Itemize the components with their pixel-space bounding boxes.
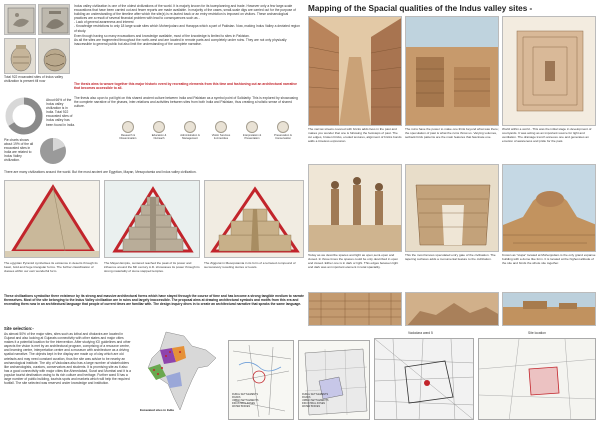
- icon-item: [242, 121, 262, 143]
- legend-item: URBAN SETTLEMENTS: [232, 399, 259, 402]
- caption-gate: This the most famous speculated entry gate of the civilisation. The tapering surfaces adds a monumental feature to the civilization.: [405, 254, 496, 261]
- stat-india-text: About 66% of the Indus valley civilization is in India. Total 922 excavated sites of Indus valley has been found in India.: [46, 98, 75, 127]
- ruins-wall-photo: [308, 292, 402, 326]
- civilizations-strip: There are many civilizations around the world. But the most ancient are Egyptian, Mayan, Mesopotamia and Indus valley civilization.: [4, 170, 197, 174]
- ruins-photo: [405, 16, 499, 126]
- icon-item: [118, 121, 138, 143]
- site-selection-heading: Site selection:-: [4, 326, 34, 331]
- legend-item: INDUSTRIAL ZONES: [302, 402, 326, 405]
- site-overview-photo: [502, 292, 596, 326]
- ward-map: [374, 338, 474, 420]
- icon-label: Interpretation & Presentation: [242, 134, 262, 140]
- mayan-pyramid-image: [104, 180, 200, 258]
- india-map: [136, 328, 224, 418]
- gujarat-map: [228, 340, 294, 420]
- mayan-caption: The Mayan Empire, centered reached the peak of its power and influence around the 6th century A.D. showcases its power through its strong materiality of stone stepped temples.: [104, 262, 200, 273]
- admin-icon: [184, 121, 196, 133]
- excavation-photo: [405, 292, 499, 326]
- legend-item: INDUSTRIAL ZONES: [232, 402, 256, 405]
- figures-sketch: [308, 164, 402, 252]
- ziggurat-image: [204, 180, 304, 258]
- page-title: Mapping of the Spacial qualities of the Indus valley sites -: [308, 4, 533, 13]
- legend-item: ROADS: [232, 396, 241, 399]
- education-icon: [153, 121, 165, 133]
- civilization-paragraph: These civilizations symbolise there existence by its strong and massive architectural forms which have stayed through the course of time and has become a strong tangible medium to narrate themselves. Most of the site belonging to the Indus Valley civilization are in ruins and largely inaccessible. The proposal aims at drawing architectural symbols and motifs from this era and recreating them now in an architectural language that people of current times are familiar with. The design inquiry dives in to create an architectural narrative that speaks the same language.: [4, 294, 304, 307]
- pie-chart: [38, 136, 68, 166]
- interpretation-icon: [246, 121, 258, 133]
- intro-bullet2: - Knowledge restrictions to only 18 large scale sites which Mohenjodaro and Harappa which a part of Pakistan. Now, making Indus Valley a deviated region of study.: [74, 24, 300, 33]
- site-location-label: Site location: [528, 331, 546, 335]
- legend-item: ROADS: [302, 396, 311, 399]
- icon-item: [273, 121, 293, 143]
- pottery-image: [38, 38, 70, 74]
- icon-item: [211, 121, 231, 143]
- caption-streets: The narrow streets covered with bricks adds lives in the past and makes you wonder that one is following the footsteps of past. The cut edges, broken bricks, eroded textures, alignment of bricks bonds adds a timeless expression.: [308, 128, 402, 143]
- map-legend: [302, 393, 336, 408]
- stupa-aerial-photo: [502, 16, 596, 126]
- entry-gate-sketch: [405, 164, 499, 252]
- icon-label: Administration & Management: [180, 134, 200, 140]
- intro-bullet1: - Lack of general awareness and interest: [74, 20, 134, 25]
- seal-image: [38, 4, 70, 35]
- seal-image: [4, 4, 36, 35]
- icon-label: Research & Dissemination: [119, 134, 137, 140]
- icon-label: Preservation & Conservation: [274, 134, 292, 140]
- intro-para4: The thesis also upon to put light on this shared ancient culture between India and Pakistan as a symbol point of Solidarity. This is explored by showcasing the complete narrative of the phases, inter-relations and activities between sites from both India and Pakistan, thus creating a holistic sense of shared culture.: [74, 96, 298, 109]
- intro-highlight: [74, 82, 302, 94]
- conservation-icon: [277, 121, 289, 133]
- stat-text: Total 922 excavated sites of Indus valley civilization is present till now: [4, 75, 64, 84]
- ward-label: Vadodara ward 5: [408, 331, 433, 335]
- map-legend: [232, 393, 266, 408]
- ziggurat-caption: The Ziggurat in Mesopotamia in its form of a terraced compound of successively receding stories or levels.: [204, 262, 296, 269]
- icon-item: [149, 121, 169, 143]
- vadodara-map: [298, 340, 370, 420]
- map-caption: Excavated sites in India: [140, 408, 174, 412]
- narrow-street-photo: [308, 16, 402, 126]
- intro-para2: Even though having so many excavations and knowledge available, most of the knowledge is limited to sites in Pakistan.: [74, 34, 250, 39]
- legend-item: RURAL SETTLEMENTS: [232, 393, 259, 396]
- donut-chart: [4, 96, 44, 136]
- site-location-map: [478, 338, 596, 420]
- research-icon: [122, 121, 134, 133]
- legend-item: URBAN SETTLEMENTS: [302, 399, 329, 402]
- icon-item: [180, 121, 200, 143]
- caption-courtyard: World within a world - This was the initial stage in development of courtyards. It was acting as an important source for light and ventilation. The drainage trench annexes one and generates an emotion of awareness and pride for the past.: [502, 128, 592, 143]
- legend-item: WATER BODIES: [232, 405, 251, 408]
- intro-para1: Indus valley civilization is one of the oldest civilizations of the world. It is majorly known for its townplanning and trade. However only a few large-scale excavations that have been carried out and fewer reports are made available. In majority of the cases, small-scale digs are carried out for the purpose of building an understanding of the timeline after which the site(s) is re-buried back or an entry restriction is imposed on visitors. These archaeological practices are a result of several financial problem with lead to consequences such as -: [74, 4, 296, 21]
- caption-light: Today as we describe spaces and light as open,semi-open and closed. In those times the spaces could be only described in open and closed. Either one is in dark or light. This edges between light and dark was an important element in total spaciality.: [308, 254, 399, 269]
- stupa-photo: [502, 164, 596, 252]
- intro-text: [74, 4, 302, 80]
- highlight-text: The thesis aims to weave together this major historic event by recreating elements from this time and fashioning out an architectural narrative that becomes accessible to all.: [74, 82, 297, 91]
- egyptian-pyramid-image: [4, 180, 100, 258]
- caption-ruins: The ruins have the power to make one think beyond what was there; the speculation of past is what the ruins throw us. Varying volumes, setback brick patterns are the main features that fascinate one.: [405, 128, 499, 139]
- legend-item: WATER BODIES: [302, 405, 321, 408]
- pottery-image: [4, 38, 36, 74]
- site-selection-text: As almost 50% of the major sites, sites such as lothal and dholavira are located in Gujarat and also looking at Gujarats connectivity with other states and major cities makes it a potential location for the intervention. After studying IGI guidelines and other aspects the vision is met by an architectural program, comprising of a resource centre, and learning centre, interpretation centre and a museum with architecture as a driving spatial narrative. The objects kept in the display are made up of clay which are old artefacts and may need constant curation, thus the site was advice to be nearby an archaeological institute. The city of Vadodara also has a large number of stakeholders like archaeologists, curators, conservators and students. It is promising site as it also has a good connectivity with major cities like Ahmedabad, Surat and Mumbai and it is a popular tourist destination owing to its rich culture and heritage. Further ward 5 has a large number of public building, tourists spots and markets which will help the required footfall. The site selected was reserved under knowledge and institution.: [4, 332, 131, 386]
- pie-text: Pie charts shows about 19% of the all excavated sites in India are related to Indus Valley civilization.: [4, 138, 34, 163]
- icon-label: Visitor Services & Amenities: [211, 134, 231, 140]
- egyptian-caption: The egyptian Pyramid symbolises its existence in deserts through its basic, bold and huge triangular forms. The further classification of classes within our own wonderful form.: [4, 262, 98, 273]
- legend-item: RURAL SETTLEMENTS: [302, 393, 329, 396]
- visitor-icon: [215, 121, 227, 133]
- intro-para3: As all the sites are fragmented throughout the north-west and are located in remote parts and completely under ruins. They are not only physically inaccessible to general public but also limit the understanding of the complete narrative.: [74, 38, 287, 47]
- caption-stupa: Known as "stupa" located at Mohenjodaro is the only grand expanse building with a dome like form. It is located at the highest altitude of the site and binds the whole site together.: [502, 254, 596, 265]
- icon-label: Education & Outreach: [151, 134, 167, 140]
